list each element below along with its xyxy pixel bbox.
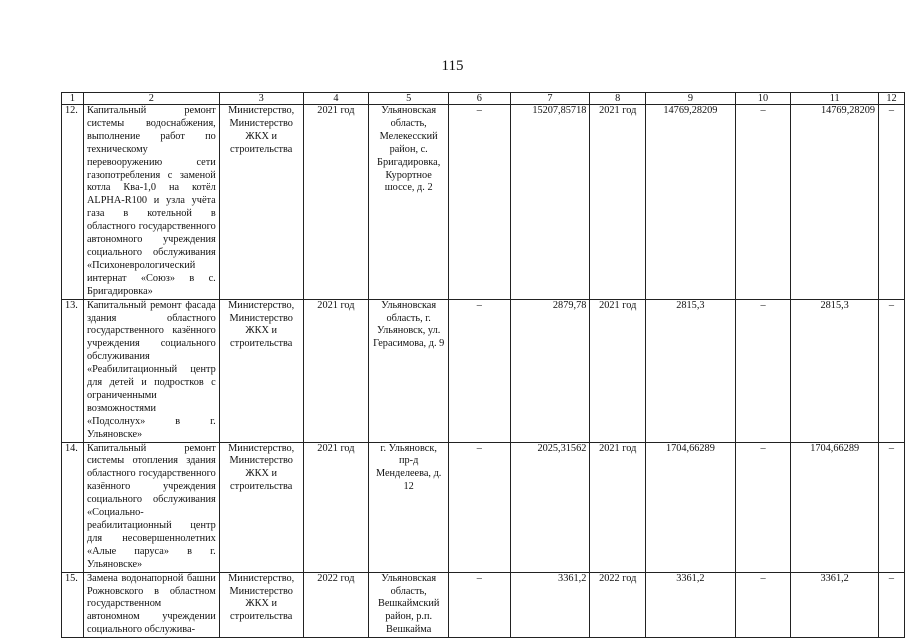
col7-cell: 15207,85718 <box>510 105 590 300</box>
row-number-cell: 14. <box>62 442 84 572</box>
column-header: 10 <box>735 93 791 105</box>
row-number-cell: 15. <box>62 572 84 638</box>
department-cell: Министерство, Министерство ЖКХ и строительства <box>219 299 303 442</box>
col8-cell: 2021 год <box>590 105 646 300</box>
column-header: 4 <box>303 93 369 105</box>
column-header: 8 <box>590 93 646 105</box>
col10-cell: – <box>735 442 791 572</box>
column-header: 12 <box>879 93 905 105</box>
table-header-row <box>62 93 905 105</box>
column-header: 5 <box>369 93 449 105</box>
department-cell: Министерство, Министерство ЖКХ и строительства <box>219 442 303 572</box>
column-header: 9 <box>646 93 736 105</box>
col11-cell: 14769,28209 <box>791 105 879 300</box>
col7-cell: 3361,2 <box>510 572 590 638</box>
col9-cell: 3361,2 <box>646 572 736 638</box>
col6-cell: – <box>449 442 510 572</box>
col12-cell: – <box>879 105 905 300</box>
col12-cell: – <box>879 572 905 638</box>
table-row <box>62 442 905 572</box>
table-row <box>62 105 905 300</box>
col10-cell: – <box>735 299 791 442</box>
description-cell: Капитальный ремонт системы водоснабжения, выполнение работ по техническому перевооружению сети газопотребления с заменой котла Квa-1,0 на котёл ALPHA-R100 и узла учёта газа в котельной в областного государственного автономного учреждения социального обслуживания «Психоневрологический интернат «Союз» в с. Бригадировка» <box>83 105 219 300</box>
col7-cell: 2879,78 <box>510 299 590 442</box>
description-cell: Замена водонапорной башни Рожновского в областном государственном автономном учреждении социального обслужива- <box>83 572 219 638</box>
year-cell: 2021 год <box>303 442 369 572</box>
col9-cell: 14769,28209 <box>646 105 736 300</box>
col6-cell: – <box>449 572 510 638</box>
col9-cell: 1704,66289 <box>646 442 736 572</box>
col12-cell: – <box>879 442 905 572</box>
description-cell: Капитальный ремонт фасада здания областного государственного казённого учреждения социального обслуживания «Реабилитационный центр для детей и подростков с ограниченными возможностями «Подсолнух» в г. Ульяновске» <box>83 299 219 442</box>
col8-cell: 2021 год <box>590 442 646 572</box>
column-header: 7 <box>510 93 590 105</box>
address-cell: г. Ульяновск, пр-д Менделеева, д. 12 <box>369 442 449 572</box>
col10-cell: – <box>735 105 791 300</box>
description-cell: Капитальный ремонт системы отопления здания областного государственного казённого учреждения социального обслуживания «Социально-реабилитационный центр для несовершеннолетних «Алые паруса» в г. Ульяновске» <box>83 442 219 572</box>
table-row <box>62 572 905 638</box>
page-number: 115 <box>441 58 464 74</box>
year-cell: 2021 год <box>303 299 369 442</box>
column-header: 3 <box>219 93 303 105</box>
row-number-cell: 13. <box>62 299 84 442</box>
year-cell: 2022 год <box>303 572 369 638</box>
column-header: 11 <box>791 93 879 105</box>
col11-cell: 2815,3 <box>791 299 879 442</box>
column-header: 6 <box>449 93 510 105</box>
col8-cell: 2022 год <box>590 572 646 638</box>
address-cell: Ульяновская область, Мелекесский район, с. Бригадировка, Курортное шоссе, д. 2 <box>369 105 449 300</box>
col8-cell: 2021 год <box>590 299 646 442</box>
department-cell: Министерство, Министерство ЖКХ и строительства <box>219 572 303 638</box>
col10-cell: – <box>735 572 791 638</box>
column-header: 2 <box>83 93 219 105</box>
department-cell: Министерство, Министерство ЖКХ и строительства <box>219 105 303 300</box>
col11-cell: 1704,66289 <box>791 442 879 572</box>
address-cell: Ульяновская область, г. Ульяновск, ул. Герасимова, д. 9 <box>369 299 449 442</box>
address-cell: Ульяновская область, Вешкаймский район, р.п. Вешкайма <box>369 572 449 638</box>
document-table <box>61 92 905 638</box>
col7-cell: 2025,31562 <box>510 442 590 572</box>
row-number-cell: 12. <box>62 105 84 300</box>
col6-cell: – <box>449 299 510 442</box>
col12-cell: – <box>879 299 905 442</box>
year-cell: 2021 год <box>303 105 369 300</box>
table-row <box>62 299 905 442</box>
column-header: 1 <box>62 93 84 105</box>
col11-cell: 3361,2 <box>791 572 879 638</box>
col9-cell: 2815,3 <box>646 299 736 442</box>
col6-cell: – <box>449 105 510 300</box>
